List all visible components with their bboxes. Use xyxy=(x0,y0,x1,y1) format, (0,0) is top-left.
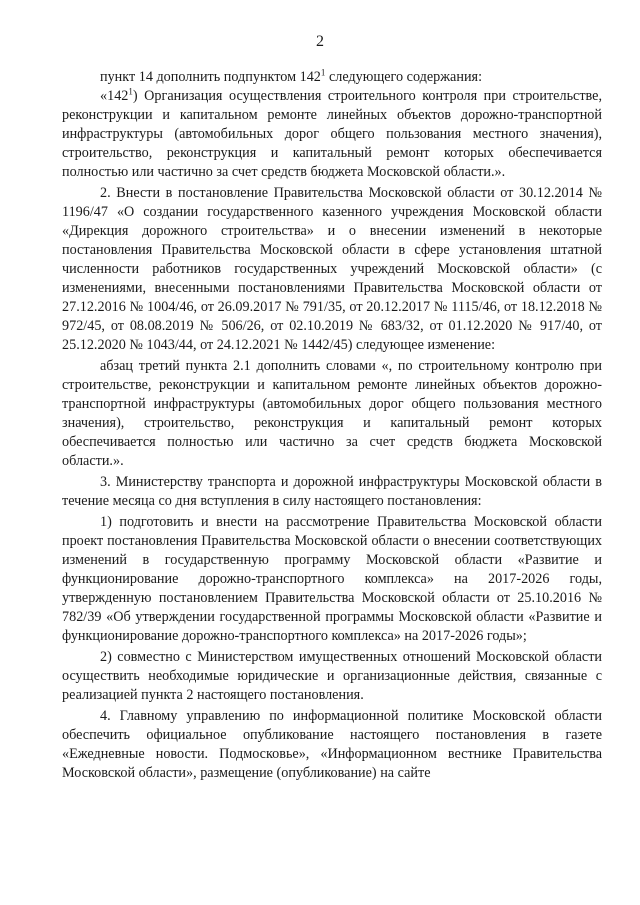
paragraph-text: следующего содержания: xyxy=(325,69,483,85)
paragraph-text: ) Организация осуществления строительного контроля при строительстве, реконструкции и капитальном ремонте линейных объектов дорожно-транспортной инфраструктуры (автомобильных дорог общего пользования местного значения), строительство, реконструкция и капитальный ремонт которых обеспечивается полностью или частично за счет средств бюджета Московской области.». xyxy=(62,88,602,180)
superscript: 1 xyxy=(320,67,326,78)
page-number: 2 xyxy=(316,33,324,50)
superscript: 1 xyxy=(128,86,133,97)
paragraph-item-3-1: 1) подготовить и внести на рассмотрение Правительства Московской области проект постановления Правительства Московской области о внесении соответствующих изменений в государственную программу Московской области «Развитие и функционирование дорожно-транспортного комплекса» на 2017-2026 годы, утвержденную постановлением Правительства Московской области от 25.10.2016 № 782/39 «Об утверждении государственной программы Московской области «Развитие и функционирование дорожно-транспортного комплекса» на 2017-2026 годы»; xyxy=(62,514,602,644)
paragraph-subclause-text xyxy=(62,87,602,182)
paragraph-amendment-text: абзац третий пункта 2.1 дополнить словами «, по строительному контролю при строительстве, реконструкции и капитальном ремонте линейных объектов дорожно-транспортной инфраструктуры (автомобильных дорог общего пользования местного значения), строительство, реконструкция и капитальный ремонт которых обеспечивается полностью или частично за счет средств бюджета Московской области.». xyxy=(62,358,602,469)
paragraph-text: пункт 14 дополнить подпунктом 142 xyxy=(100,69,321,85)
paragraph-text: «142 xyxy=(100,88,129,104)
paragraph-item-2: 2. Внести в постановление Правительства Московской области от 30.12.2014 № 1196/47 «О создании государственного казенного учреждения Московской области «Дирекция дорожного строительства» и о внесении изменений в некоторые постановления Правительства Московской области в сфере установления штатной численности работников государственных учреждений Московской области» (с изменениями, внесенными постановлениями Правительства Московской области от 27.12.2016 № 1004/46, от 26.09.2017 № 791/35, от 20.12.2017 № 1115/46, от 18.12.2018 № 972/45, от 08.08.2019 № 506/26, от 02.10.2019 № 683/32, от 01.12.2020 № 917/40, от 25.12.2020 № 1043/44, от 24.12.2021 № 1442/45) следующее изменение: xyxy=(62,185,602,353)
paragraph-subclause-intro xyxy=(62,68,602,87)
document-body xyxy=(62,68,602,783)
paragraph-item-3-2: 2) совместно с Министерством имущественных отношений Московской области осуществить необходимые юридические и организационные действия, связанные с реализацией пункта 2 настоящего постановления. xyxy=(62,649,602,703)
paragraph-item-3: 3. Министерству транспорта и дорожной инфраструктуры Московской области в течение месяца со дня вступления в силу настоящего постановления: xyxy=(62,474,602,509)
paragraph-item-4: 4. Главному управлению по информационной политике Московской области обеспечить официальное опубликование настоящего постановления в газете «Ежедневные новости. Подмосковье», «Информационном вестнике Правительства Московской области», размещение (опубликование) на сайте xyxy=(62,708,602,781)
